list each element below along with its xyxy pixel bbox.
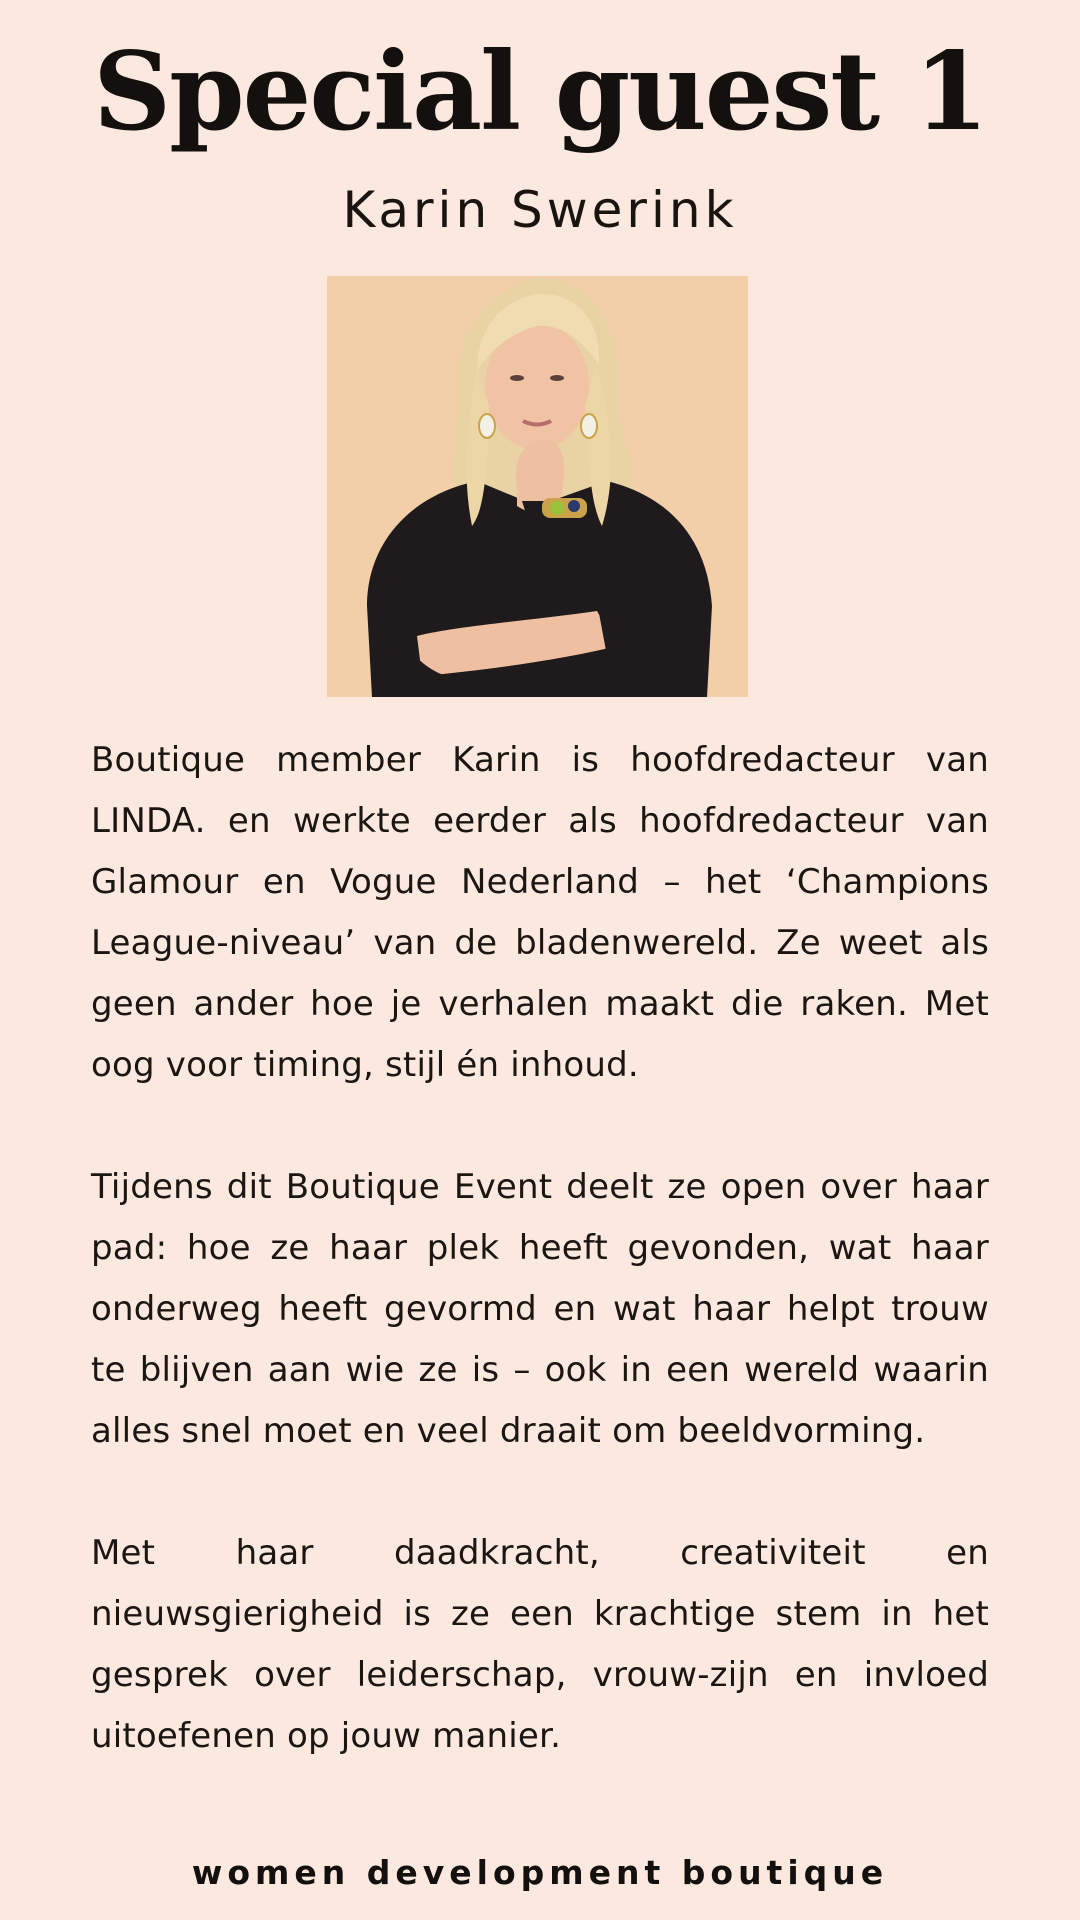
brand-footer: women development boutique (191, 1853, 889, 1892)
guest-portrait (327, 276, 748, 697)
guest-bio (91, 730, 989, 1767)
page-title: Special guest 1 (93, 29, 987, 155)
guest-name: Karin Swerink (342, 181, 738, 239)
bio-paragraph: Tijdens dit Boutique Event deelt ze open over haar pad: hoe ze haar plek heeft gevonden, wat haar onderweg heeft gevormd en wat haar helpt trouw te blijven aan wie ze is – ook in een wereld waarin alles snel moet en veel draait om beeldvorming. (91, 1167, 989, 1451)
bio-paragraph: Met haar daadkracht, creativiteit en nieuwsgierigheid is ze een krachtige stem in het gesprek over leiderschap, vrouw-zijn en invloed uitoefenen op jouw manier. (91, 1533, 989, 1756)
bio-paragraph: Boutique member Karin is hoofdredacteur van LINDA. en werkte eerder als hoofdredacteur van Glamour en Vogue Nederland – het ‘Champions League-niveau’ van de bladenwereld. Ze weet als geen ander hoe je verhalen maakt die raken. Met oog voor timing, stijl én inhoud. (91, 740, 989, 1085)
